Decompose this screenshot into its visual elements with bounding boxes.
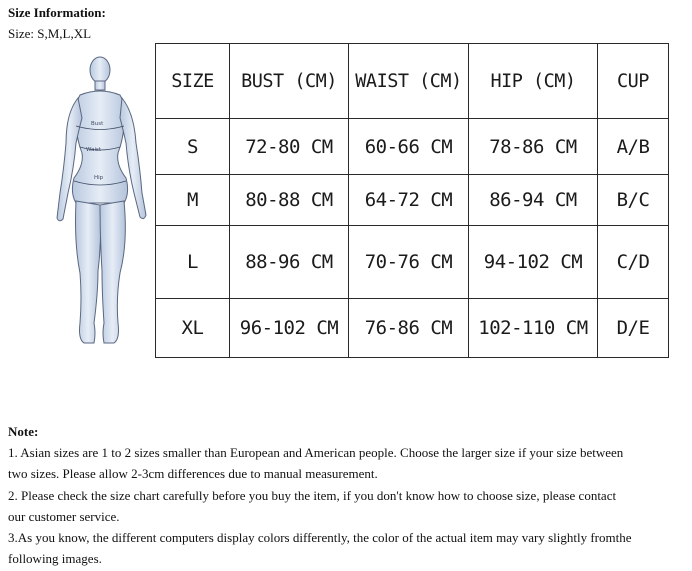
body-measurement-figure [54,43,154,357]
cell-size: L [156,226,230,299]
cell-bust: 88-96 CM [230,226,349,299]
cell-hip: 86-94 CM [469,175,598,226]
cell-bust: 80-88 CM [230,175,349,226]
size-table [155,43,669,358]
header-hip: HIP (CM) [469,44,598,119]
note-line: 3.As you know, the different computers display colors differently, the color of the actual item may vary slightly fromthe [8,530,632,546]
header-size: SIZE [156,44,230,119]
table-row [156,299,669,358]
cell-cup: C/D [598,226,669,299]
table-row [156,226,669,299]
cell-hip: 78-86 CM [469,119,598,175]
cell-hip: 94-102 CM [469,226,598,299]
note-line: 2. Please check the size chart carefully before you buy the item, if you don't know how to choose size, please contact [8,487,617,503]
note-line: two sizes. Please allow 2-3cm differences due to manual measurement. [8,466,378,482]
header-waist: WAIST (CM) [349,44,469,119]
cell-waist: 60-66 CM [349,119,469,175]
body-figure-illustration [54,43,154,357]
bust-label: Bust [91,121,104,127]
waist-label: Waist [86,147,102,153]
cell-cup: B/C [598,175,669,226]
cell-cup: D/E [598,299,669,358]
cell-waist: 70-76 CM [349,226,469,299]
cell-waist: 76-86 CM [349,299,469,358]
table-row [156,119,669,175]
note-line: 1. Asian sizes are 1 to 2 sizes smaller than European and American people. Choose the larger size if your size between [8,445,624,461]
hip-label: Hip [94,175,104,181]
figure-left-leg [76,201,101,343]
cell-size: S [156,119,230,175]
header-bust: BUST (CM) [230,44,349,119]
note-title: Note: [8,424,39,439]
cell-bust: 96-102 CM [230,299,349,358]
header-cup: CUP [598,44,669,119]
figure-head [90,57,110,83]
available-sizes: Size: S,M,L,XL [8,26,92,41]
size-information-title: Size Information: [8,5,106,20]
note-line: following images. [8,551,102,567]
figure-right-leg [100,201,125,343]
table-row [156,175,669,226]
table-header-row [156,44,669,119]
note-section [8,421,688,569]
cell-size: XL [156,299,230,358]
size-chart [54,43,668,357]
cell-size: M [156,175,230,226]
cell-hip: 102-110 CM [469,299,598,358]
cell-waist: 64-72 CM [349,175,469,226]
cell-bust: 72-80 CM [230,119,349,175]
cell-cup: A/B [598,119,669,175]
note-line: our customer service. [8,508,120,524]
